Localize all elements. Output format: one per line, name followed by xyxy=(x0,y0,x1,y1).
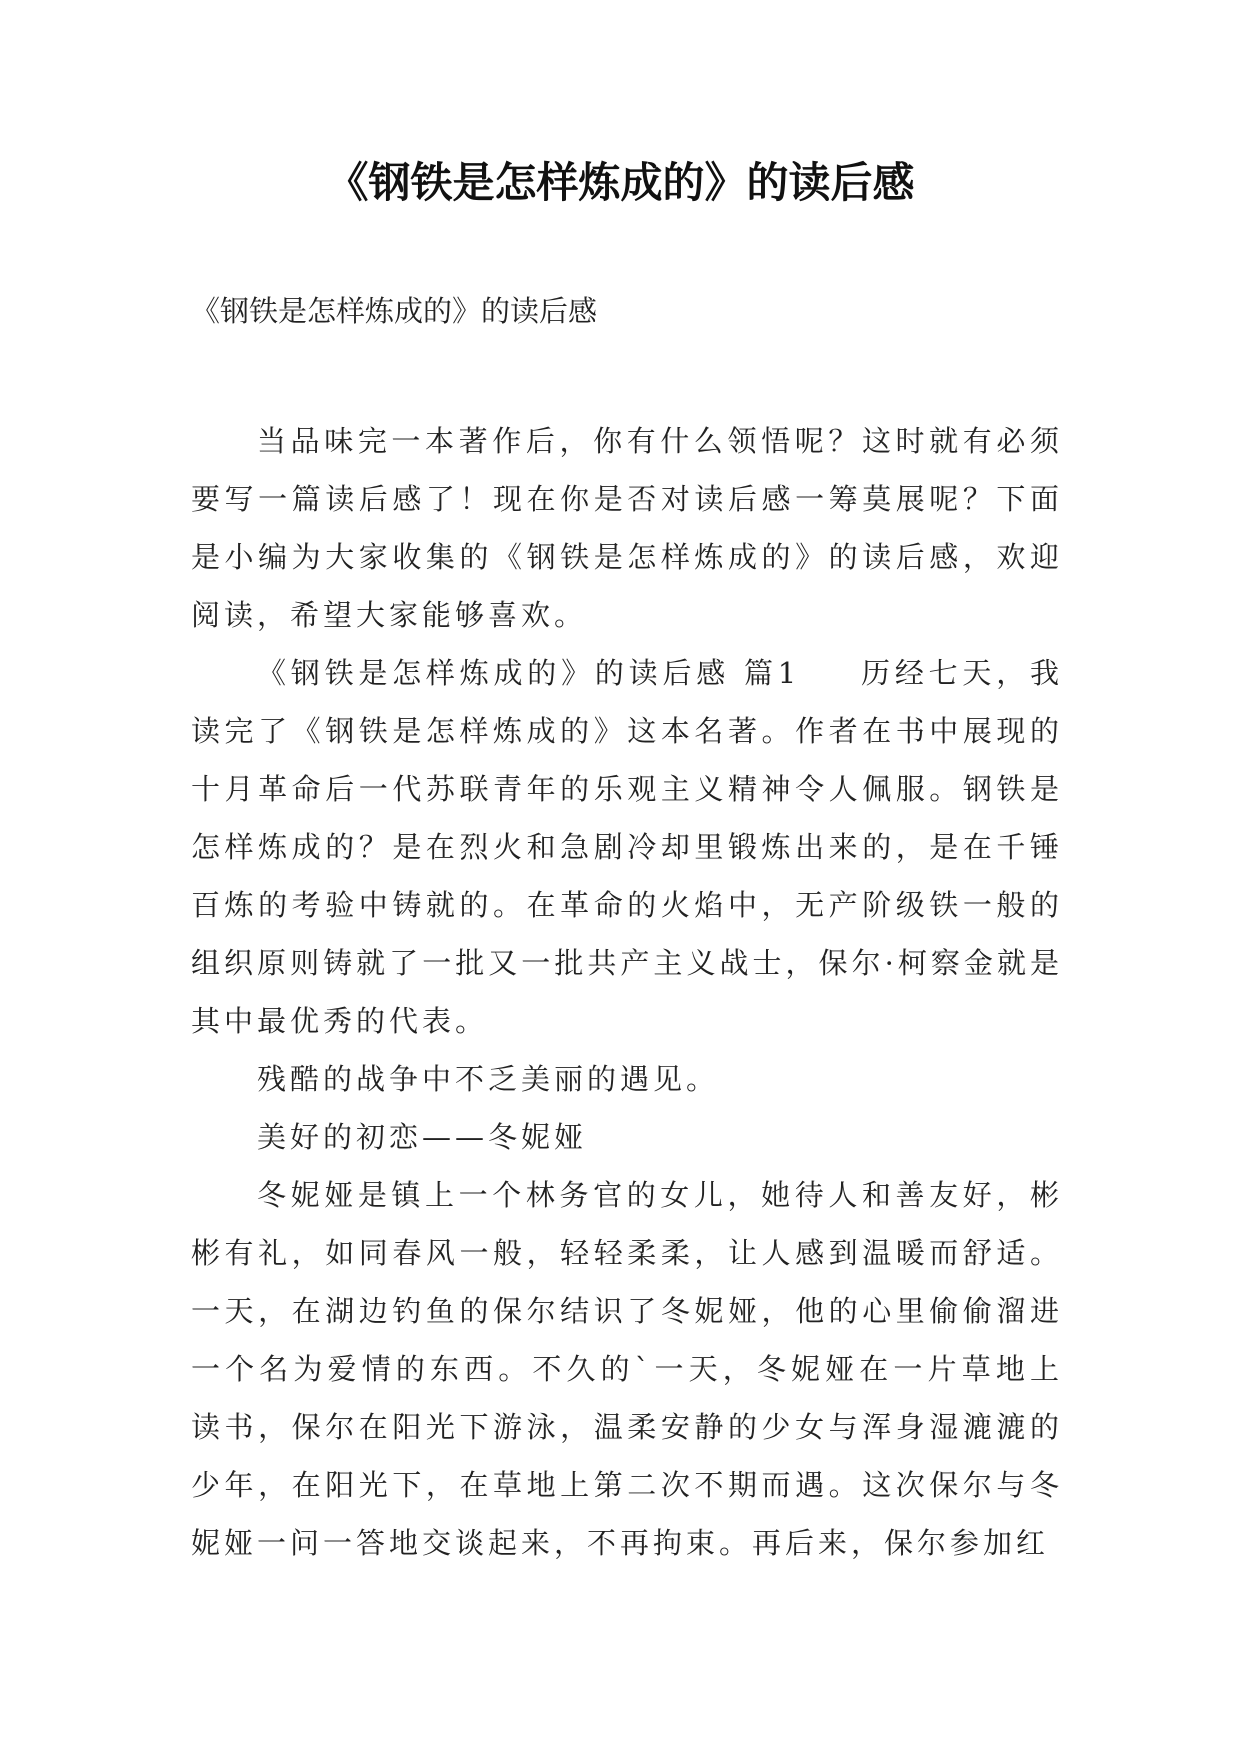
section-heading: 《钢铁是怎样炼成的》的读后感 篇1 xyxy=(257,656,801,690)
paragraph-part-1-text: 历经七天，我读完了《钢铁是怎样炼成的》这本名著。作者在书中展现的十月革命后一代苏联青年的乐观主义精神令人佩服。钢铁是怎样炼成的？是在烈火和急剧冷却里锻炼出来的，是在千锤百炼的考验中铸就的。在革命的火焰中，无产阶级铁一般的组织原则铸就了一批又一批共产主义战士，保尔·柯察金就是其中最优秀的代表。 xyxy=(191,656,1063,1038)
paragraph-encounter: 残酷的战争中不乏美丽的遇见。 xyxy=(257,1062,720,1096)
document-body xyxy=(191,412,1063,1572)
paragraph-subheading: 美好的初恋——冬妮娅 xyxy=(257,1120,588,1154)
paragraph-intro: 当品味完一本著作后，你有什么领悟呢？这时就有必须要写一篇读后感了！现在你是否对读后感一筹莫展呢？下面是小编为大家收集的《钢铁是怎样炼成的》的读后感，欢迎阅读，希望大家能够喜欢。 xyxy=(191,424,1063,632)
paragraph-tonya: 冬妮娅是镇上一个林务官的女儿，她待人和善友好，彬彬有礼，如同春风一般，轻轻柔柔，让人感到温暖而舒适。一天，在湖边钓鱼的保尔结识了冬妮娅，他的心里偷偷溜进一个名为爱情的东西。不久的`一天，冬妮娅在一片草地上读书，保尔在阳光下游泳，温柔安静的少女与浑身湿漉漉的少年，在阳光下，在草地上第二次不期而遇。这次保尔与冬妮娅一问一答地交谈起来，不再拘束。再后来，保尔参加红 xyxy=(191,1178,1063,1560)
document-title: 《钢铁是怎样炼成的》的读后感 xyxy=(326,158,915,207)
document-subtitle: 《钢铁是怎样炼成的》的读后感 xyxy=(191,294,598,328)
paragraph-part-1 xyxy=(191,644,1063,1050)
